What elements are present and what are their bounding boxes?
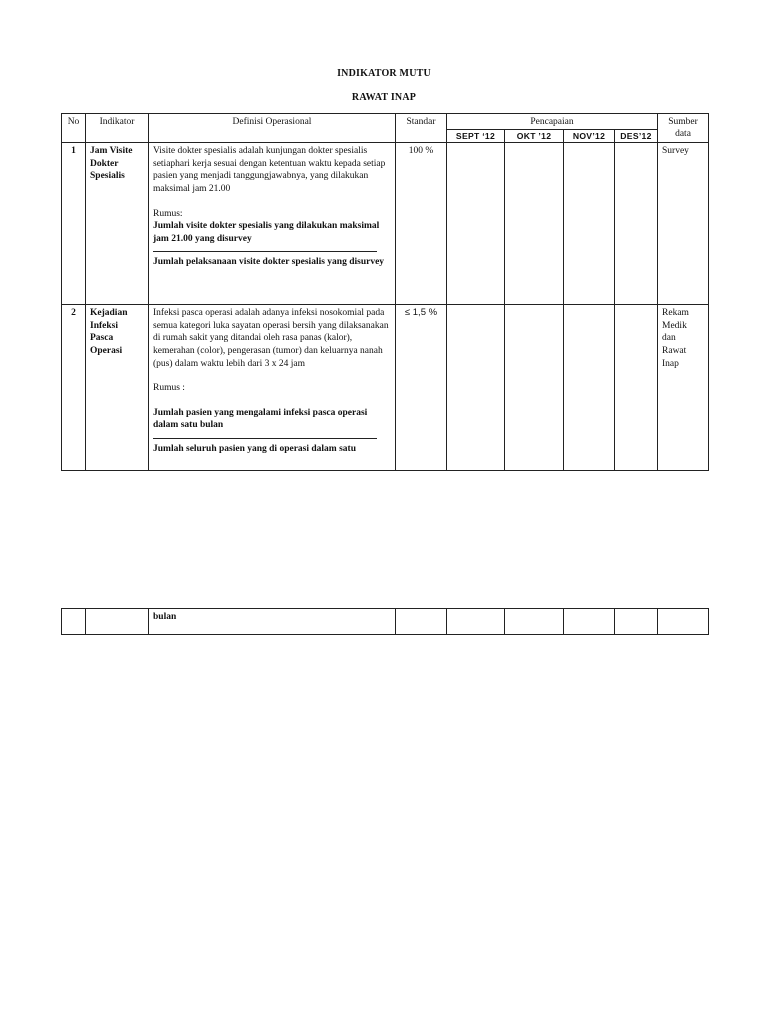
document-subtitle: RAWAT INAP xyxy=(351,92,417,103)
fraction-line xyxy=(153,438,377,439)
operational-definition xyxy=(149,305,396,471)
achievement-okt xyxy=(505,305,564,471)
document-title: INDIKATOR MUTU xyxy=(337,68,431,79)
achievement-des xyxy=(615,143,658,305)
formula-denominator: Jumlah seluruh pasien yang di operasi dalam satu xyxy=(153,443,356,454)
header-standar: Standar xyxy=(396,114,447,143)
empty-cell xyxy=(396,609,447,635)
formula-numerator: Jumlah pasien yang mengalami infeksi pasca operasi dalam satu bulan xyxy=(153,407,368,431)
header-month-nov: NOV’12 xyxy=(564,129,615,143)
achievement-sept xyxy=(447,143,505,305)
definition-text: Visite dokter spesialis adalah kunjungan dokter spesialis setiaphari kerja sesuai dengan ketentuan waktu kepada setiap pasien yang menjadi tanggungjawabnya, yang dilakukan maksimal jam 21.00 xyxy=(153,146,386,194)
data-source-line: Inap xyxy=(662,358,679,369)
header-pencapaian: Pencapaian xyxy=(447,114,658,130)
formula-numerator: Jumlah visite dokter spesialis yang dilakukan maksimal jam 21.00 yang disurvey xyxy=(153,221,380,244)
indicator-name-line: Pasca xyxy=(90,333,114,344)
formula-denominator-continued: bulan xyxy=(149,609,396,635)
header-sumber xyxy=(658,114,709,143)
indicator-name-line: Spesialis xyxy=(90,171,125,182)
standard-value: ≤ 1,5 % xyxy=(396,305,447,471)
formula-label: Rumus : xyxy=(153,383,185,394)
header-indikator: Indikator xyxy=(86,114,149,143)
indicator-name-line: Operasi xyxy=(90,345,123,356)
empty-cell xyxy=(447,609,505,635)
data-source-line: Medik xyxy=(662,320,687,331)
data-source-line: dan xyxy=(662,333,676,344)
table-row xyxy=(62,609,709,635)
row-number: 1 xyxy=(62,143,86,305)
empty-cell xyxy=(62,609,86,635)
achievement-nov xyxy=(564,305,615,471)
achievement-sept xyxy=(447,305,505,471)
formula-denominator: Jumlah pelaksanaan visite dokter spesialis yang disurvey xyxy=(153,257,385,268)
indicator-name-line: Infeksi xyxy=(90,320,118,331)
header-month-des: DES’12 xyxy=(615,129,658,143)
indicator-name xyxy=(86,143,149,305)
header-sumber-line2: data xyxy=(675,129,691,139)
empty-cell xyxy=(505,609,564,635)
header-month-sept: SEPT ‘12 xyxy=(447,129,505,143)
indicator-name-line: Kejadian xyxy=(90,308,128,319)
empty-cell xyxy=(564,609,615,635)
definition-text: Infeksi pasca operasi adalah adanya infeksi nosokomial pada semua kategori luka sayatan operasi bersih yang dilaksanakan di rumah sakit yang ditandai oleh rasa panas (kalor), kemerahan (color), pengerasan (tumor) dan keluarnya nanah (pus) dalam waktu lebih dari 3 x 24 jam xyxy=(153,308,389,369)
row-number: 2 xyxy=(62,305,86,471)
standard-value: 100 % xyxy=(396,143,447,305)
header-definisi: Definisi Operasional xyxy=(149,114,396,143)
empty-cell xyxy=(86,609,149,635)
formula-label: Rumus: xyxy=(153,208,183,219)
operational-definition xyxy=(149,143,396,305)
achievement-okt xyxy=(505,143,564,305)
header-sumber-line1: Sumber xyxy=(668,117,698,127)
table-row xyxy=(62,143,709,305)
header-no: No xyxy=(62,114,86,143)
continuation-table xyxy=(61,608,709,635)
achievement-des xyxy=(615,305,658,471)
table-row xyxy=(62,305,709,471)
indicator-name-line: Jam Visite xyxy=(90,146,133,157)
header-month-okt: OKT ’12 xyxy=(505,129,564,143)
indicator-name xyxy=(86,305,149,471)
empty-cell xyxy=(615,609,658,635)
data-source: Survey xyxy=(658,143,709,305)
empty-cell xyxy=(658,609,709,635)
header-row xyxy=(62,114,709,130)
indicator-name-line: Dokter xyxy=(90,158,119,169)
data-source-line: Rawat xyxy=(662,345,687,356)
fraction-line xyxy=(153,251,377,252)
indicator-table xyxy=(61,113,709,471)
achievement-nov xyxy=(564,143,615,305)
data-source-line: Rekam xyxy=(662,308,689,319)
data-source xyxy=(658,305,709,471)
